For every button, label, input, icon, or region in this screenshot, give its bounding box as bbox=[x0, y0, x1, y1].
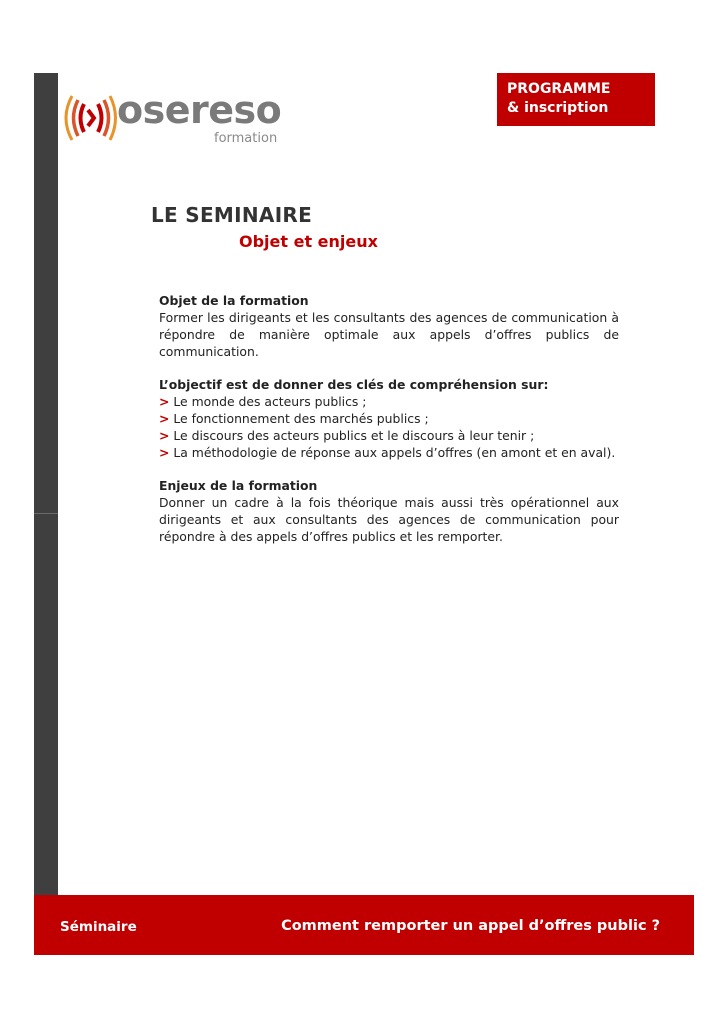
footer-seminaire-label: Séminaire bbox=[60, 919, 137, 935]
logo-subtitle: formation bbox=[214, 131, 278, 146]
objectif-item: > Le monde des acteurs publics ; bbox=[159, 394, 367, 409]
enjeux-text: Donner un cadre à la fois théorique mais aussi très opérationnel aux dirigeants et aux consultants des agences de communication pour répondre à des appels d’offres publics et les remporter. bbox=[159, 495, 619, 544]
logo-mark-icon bbox=[62, 88, 118, 148]
page-title: LE SEMINAIRE bbox=[151, 203, 313, 227]
bullet-arrow: > bbox=[159, 411, 170, 426]
programme-label: PROGRAMME bbox=[507, 81, 611, 97]
inscription-label: & inscription bbox=[507, 100, 609, 116]
left-side-bar bbox=[34, 73, 58, 895]
logo-wordmark: osereso bbox=[117, 88, 282, 132]
content-body bbox=[159, 292, 619, 545]
bullet-arrow: > bbox=[159, 394, 170, 409]
osereso-logo bbox=[62, 88, 282, 148]
objectif-item: > La méthodologie de réponse aux appels d’offres (en amont et en aval). bbox=[159, 445, 616, 460]
objet-heading: Objet de la formation bbox=[159, 293, 309, 308]
programme-inscription-box bbox=[497, 73, 655, 126]
objectif-heading: L’objectif est de donner des clés de compréhension sur: bbox=[159, 377, 549, 392]
footer-title: Comment remporter un appel d’offres public ? bbox=[281, 918, 660, 934]
enjeux-heading: Enjeux de la formation bbox=[159, 478, 318, 493]
footer-bar bbox=[34, 895, 694, 955]
bullet-arrow: > bbox=[159, 428, 170, 443]
objet-text: Former les dirigeants et les consultants des agences de communication à répondre de manière optimale aux appels d’offres publics de communication. bbox=[159, 310, 619, 359]
side-bar-seam bbox=[34, 513, 58, 514]
objectif-item: > Le fonctionnement des marchés publics ; bbox=[159, 411, 429, 426]
bullet-arrow: > bbox=[159, 445, 170, 460]
objectif-item: > Le discours des acteurs publics et le discours à leur tenir ; bbox=[159, 428, 535, 443]
page-subtitle: Objet et enjeux bbox=[239, 232, 378, 251]
